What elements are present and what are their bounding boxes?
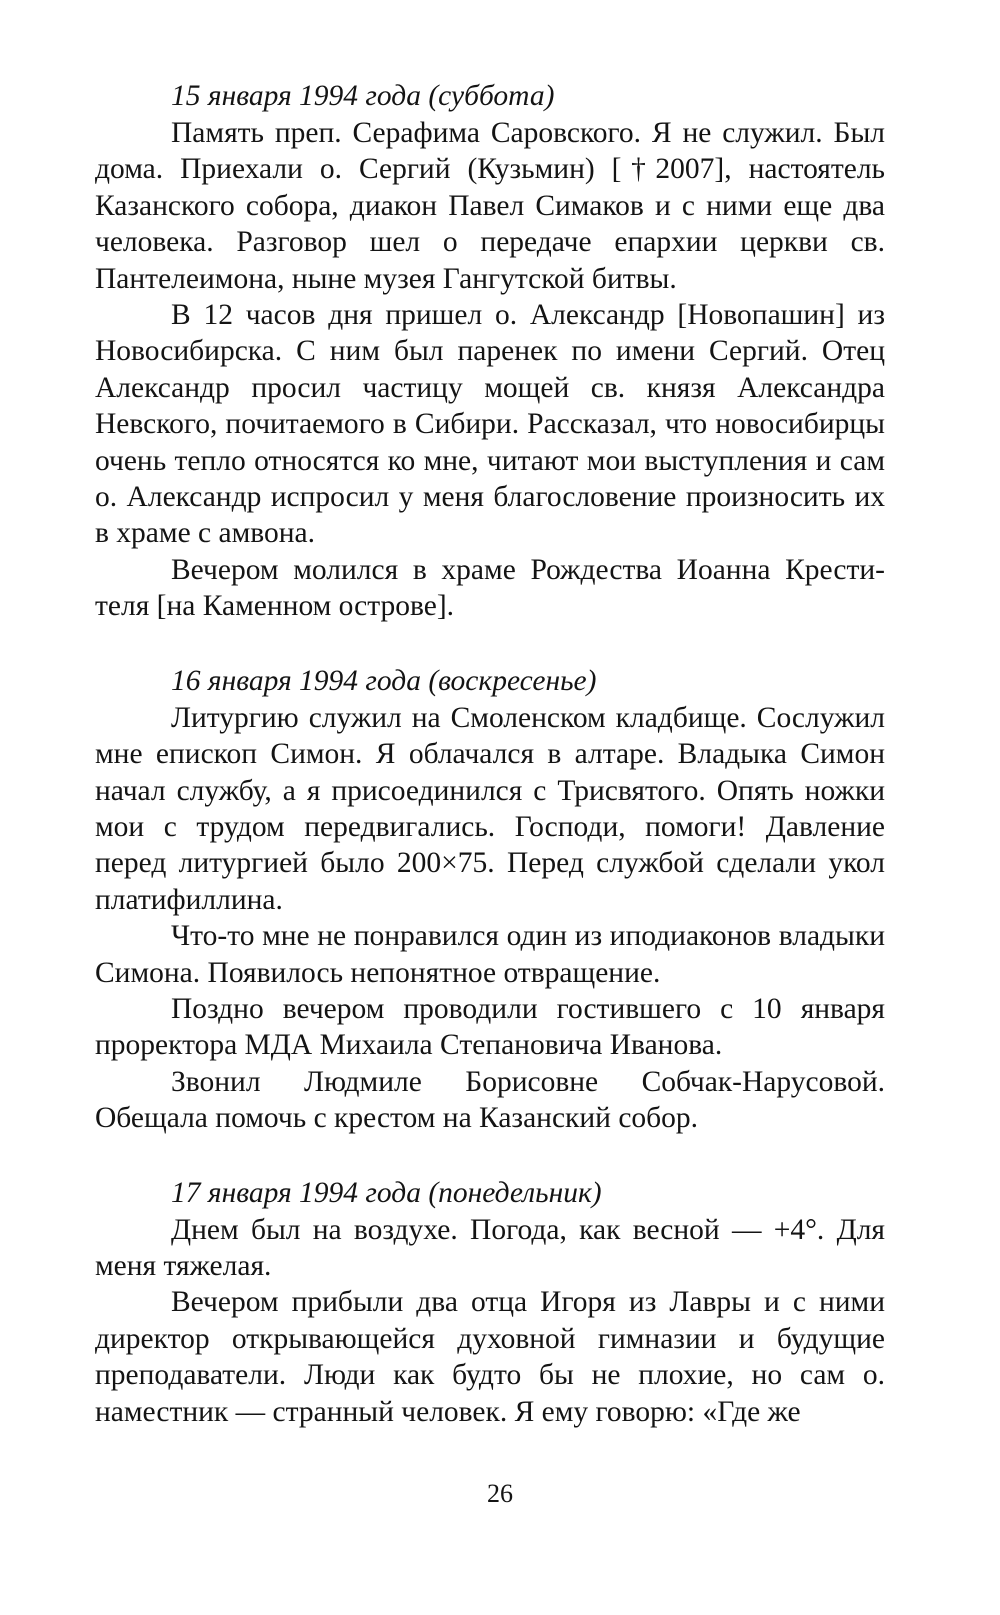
- page-number: 26: [487, 1479, 513, 1508]
- entry-date: 16 января 1994 года (воскресенье): [171, 664, 597, 697]
- entry-paragraph: Звонил Людмиле Борисовне Собчак-Нарусовой. Обещала помочь с крестом на Казанский собор.: [95, 1065, 885, 1135]
- entry-paragraph: Вечером прибыли два отца Игоря из Лавры и с ними директор открывающейся духовной гимназии и будущие преподаватели. Люди как будто бы не плохие, но сам о. наместник — странный человек. Я ему говорю: «Где же: [95, 1286, 885, 1428]
- entry-paragraph: В 12 часов дня пришел о. Александр [Новопашин] из Новосибирска. С ним был паренек по имени Сергий. Отец Александр просил частицу мощей св. князя Александра Невского, почитаемого в Сибири. Рассказал, что новосибирцы очень тепло относятся ко мне, читают мои выступления и сам о. Александр испросил у меня благословение произносить их в храме с амвона.: [95, 299, 885, 550]
- entry-paragraph: Поздно вечером проводили гостившего с 10 января проректора МДА Михаила Степановича Иванова.: [95, 992, 885, 1062]
- diary-entry: [95, 663, 885, 1137]
- diary-entry: [95, 1175, 885, 1430]
- entry-paragraph: Литургию служил на Смоленском кладбище. Сослужил мне епископ Симон. Я облачался в алтаре. Владыка Симон начал службу, а я присоединился с Трисвятого. Опять ножки мои с трудом передвигались. Господи, помоги! Давление перед литургией было 200×75. Перед службой сделали укол платифиллина.: [95, 701, 885, 916]
- entry-paragraph: Вечером молился в храме Рождества Иоанна Крестителя [на Каменном острове].: [95, 553, 885, 623]
- book-page: [95, 78, 885, 1468]
- entry-paragraph: Днем был на воздухе. Погода, как весной — +4°. Для меня тяжелая.: [95, 1213, 885, 1282]
- entry-paragraph: Что-то мне не понравился один из иподиаконов владыки Симона. Появилось непонятное отвращение.: [95, 920, 885, 989]
- entry-date: 17 января 1994 года (понедельник): [171, 1176, 602, 1209]
- diary-entry: [95, 78, 885, 625]
- entry-date: 15 января 1994 года (суббота): [171, 80, 555, 112]
- entry-paragraph: Память преп. Серафима Саровского. Я не служил. Был дома. Приехали о. Сергий (Кузьмин) [†2007], настоятель Казанского собора, диакон Павел Симаков и с ними еще два человека. Разговор шел о передаче епархии церкви св. Пантелеимона, ныне музея Гангутской битвы.: [95, 117, 885, 295]
